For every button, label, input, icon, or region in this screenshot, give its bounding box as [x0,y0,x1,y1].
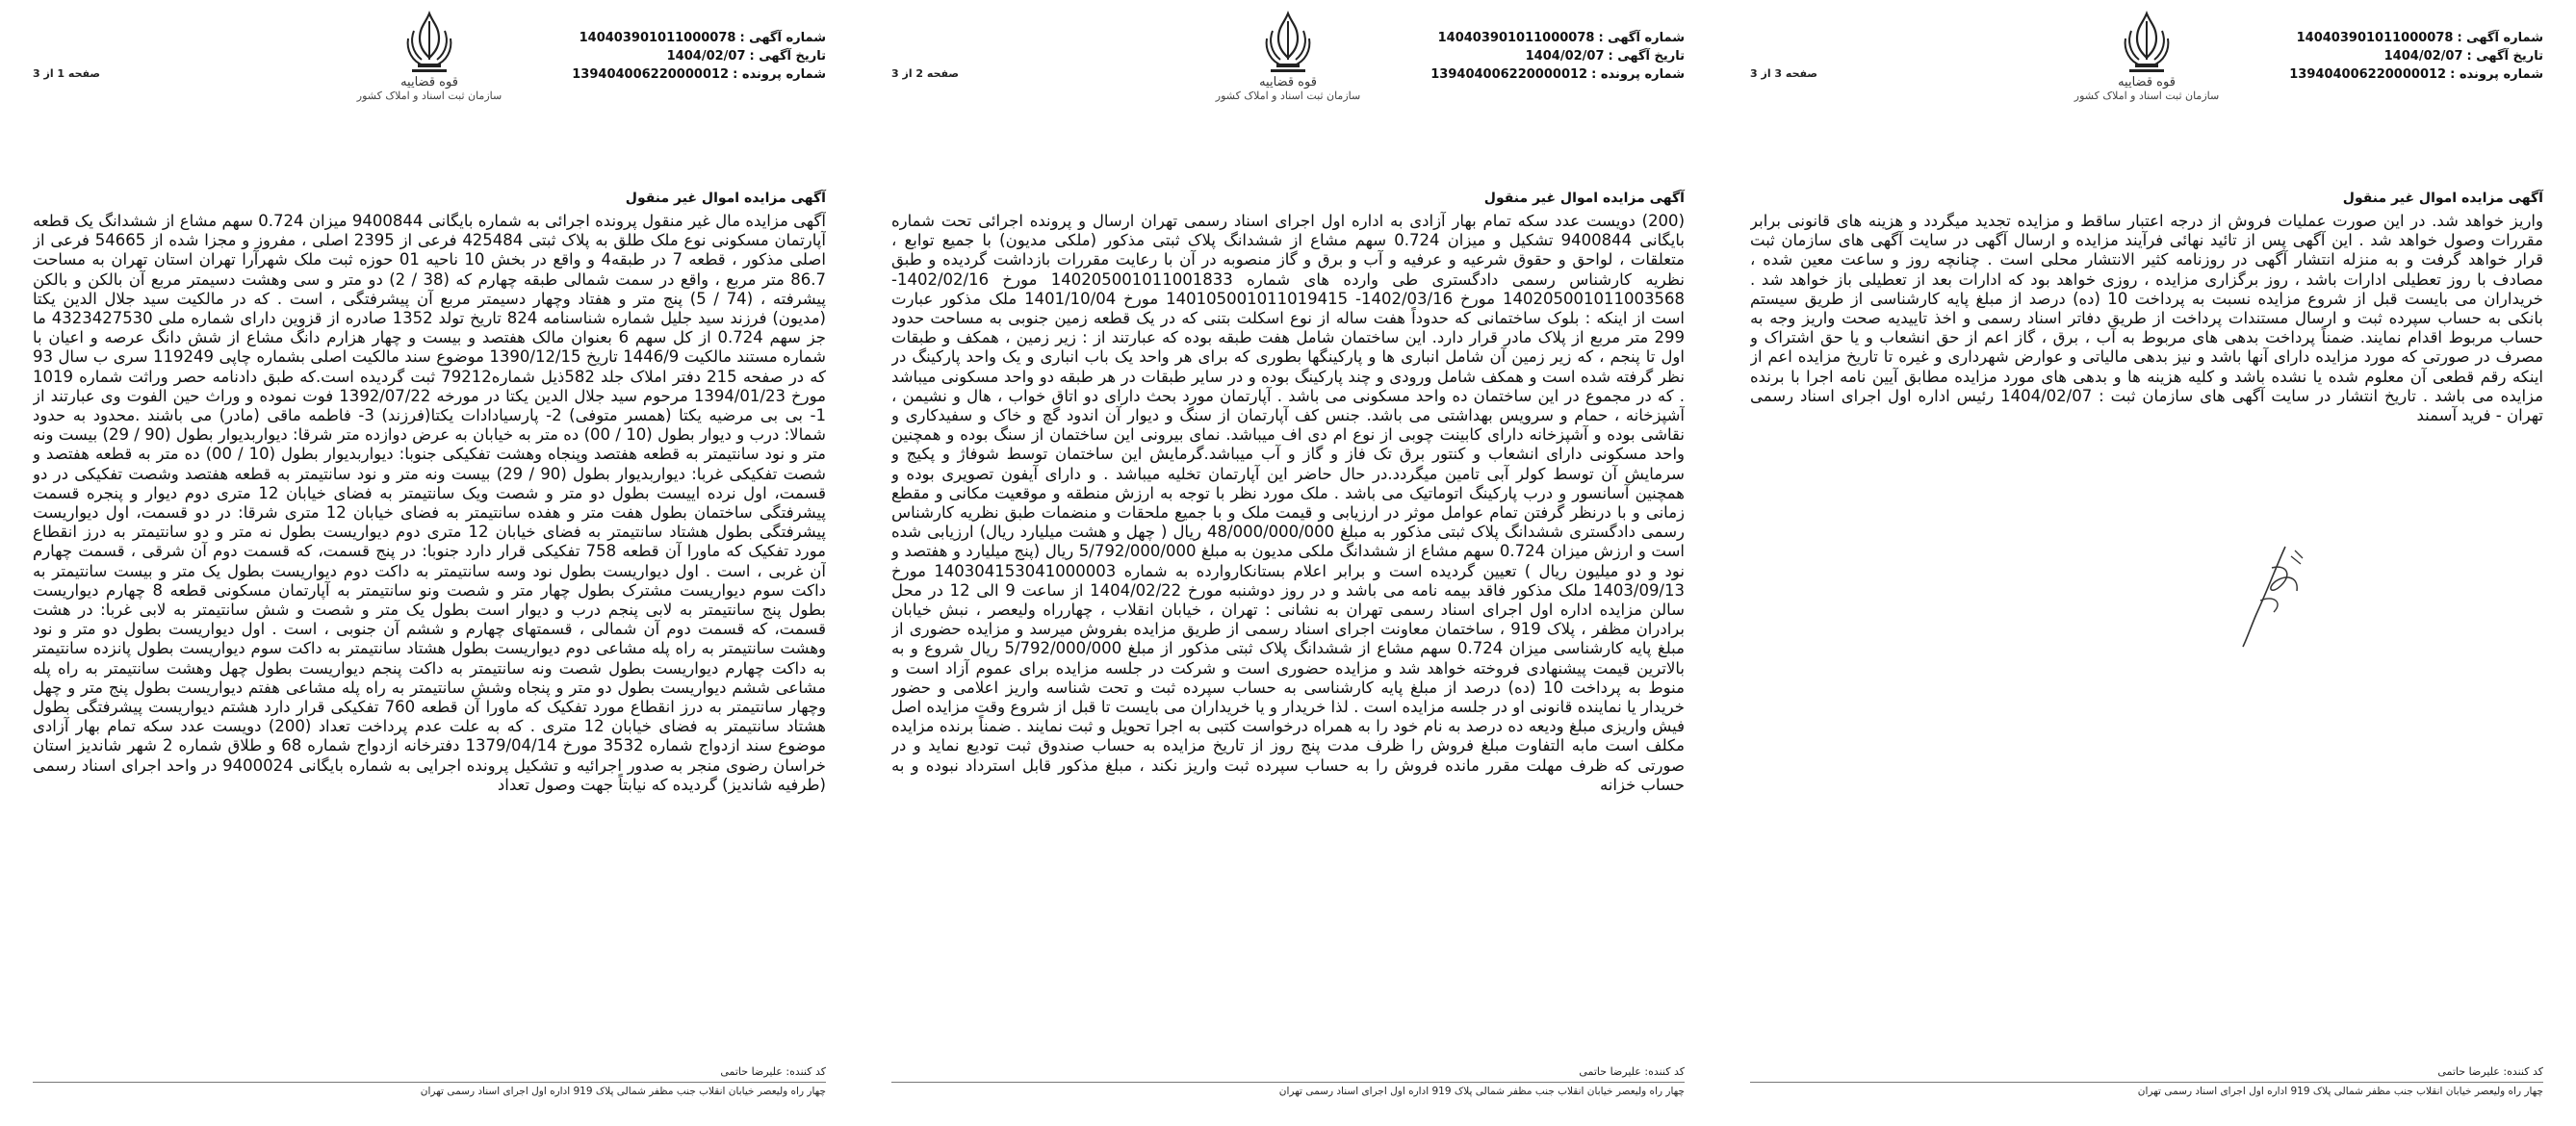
org-name: قوه قضاییه [2118,75,2176,90]
ad-meta [2289,29,2543,84]
ad-date-label: تاریخ آگهی : [2466,49,2543,64]
notice-title: آگهی مزایده اموال غیر منقول [625,191,826,206]
ad-number: 140403901011000078 [2296,31,2454,45]
ad-number-label: شماره آگهی : [1598,31,1685,45]
page-2 [859,0,1717,1126]
page-number: صفحه 2 از 3 [891,67,960,80]
signer-label: کد کننده: [2503,1065,2543,1078]
case-number: 139404006220000012 [1430,67,1588,82]
notice-title: آگهی مزایده اموال غیر منقول [1483,191,1685,206]
case-number: 139404006220000012 [572,67,730,82]
org-subtitle: سازمان ثبت اسناد و املاک کشور [2074,90,2220,102]
ad-date: 1404/02/07 [1525,49,1605,64]
org-subtitle: سازمان ثبت اسناد و املاک کشور [356,90,502,102]
ad-meta [1430,29,1685,84]
signer-label: کد کننده: [1644,1065,1685,1078]
case-number: 139404006220000012 [2289,67,2447,82]
judiciary-emblem-icon [338,10,521,115]
ad-number: 140403901011000078 [1437,31,1595,45]
page-header [33,0,826,123]
notice-body: آگهی مزایده مال غیر منقول پرونده اجرائی به شماره بایگانی 9400844 میزان 0.724 سهم مشاع از ششدانگ یک قطعه آپارتمان مسکونی نوع ملک طلق به پلاک ثبتی 425484 فرعی از 2395 اصلی ، مفروز و مجزا شده از 54665 فرعی از اصلی مذکور ، قطعه 7 در طبقه4 و واقع در بخش 10 ناحیه 01 حوزه ثبت ملک شهرآرا تهران استان تهران به مساحت 86.7 متر مربع ، واقع در سمت شمالی طبقه چهارم که (38 / 2) دو متر و سی وهشت دسیمتر مربع آن بالکن و بالکن پیشرفته ، (74 / 5) پنج متر و هفتاد وچهار دسیمتر مربع آن پیشرفتگی ، است . که در مالکیت سید جلال الدین یکتا (مدیون) فرزند سید جلیل شماره شناسنامه 824 تاریخ تولد 1352 صادره از قزوین دارای شماره ملی 4323427530 ما جز سهم 0.724 از کل سهم 6 بعنوان مالک هفتصد و بیست و چهار هزارم دانگ مشاع از شش دانگ عرصه و اعیان با شماره مستند مالکیت 1446/9 تاریخ 1390/12/15 موضوع سند مالکیت اصلی بشماره چاپی 119249 سری ب سال 93 که در صفحه 215 دفتر املاک جلد 582ذیل شماره79212 ثبت گردیده است.که طبق دادنامه حصر وراثت شماره 1019 مورخ 1394/01/23 مرحوم سید جلال الدین یکتا در مورخه 1392/07/22 فوت نموده و وراث حین الفوت وی عبارتند از 1- بی بی مرضیه یکتا (همسر متوفی) 2- پارسیادادات یکتا(فرزند) 3- فاطمه ماقی (مادر) می باشند .محدود به حدود شمالا: درب و دیوار بطول (10 / 00) ده متر به خیابان به عرض دوازده متر شرقا: دیواربدیوار بطول (90 / 29) بیست ونه متر و نود سانتیمتر به قطعه هفتصد وپنجاه وهشت تفکیکی جنوبا: دیواربدیوار بطول (10 / 00) ده متر به قطعه هفتصد و شصت تفکیکی غربا: دیواربدیوار بطول (90 / 29) بیست ونه متر و نود سانتیمتر به قطعه هفتصد وشصت تفکیکی در دو قسمت، اول نرده اییست بطول دو متر و شصت ویک سانتیمتر به فضای خیابان 12 متری دوم دیوار و پنجره قسمت پیشرفتگی ساختمان بطول هفت متر و هفده سانتیمتر به فضای خیابان 12 متری شرقا: در دو قسمت، اول دیواریست پیشرفتگی بطول هشتاد سانتیمتر به فضای خیابان 12 متری دوم دیواریست بطول نه متر و دو سانتیمتر به درز انقطاع مورد تفکیک که ماورا آن قطعه 758 تفکیکی قرار دارد جنوبا: در پنج قسمت، که قسمت دوم آن شرقی ، قسمت چهارم آن غربی ، است . اول دیواریست بطول نود وسه سانتیمتر به داکت دوم دیواریست بطول یک متر و بیست سانتیمتر به داکت سوم دیواریست مشترک بطول چهار متر و شصت ونو سانتیمتر به آپارتمان مسکونی قطعه 8 چهارم دیواریست بطول پنج سانتیمتر به لابی پنجم درب و دیوار است بطول یک متر و شصت و شش سانتیمتر به لابی غربا: در هشت قسمت، که قسمت دوم آن شمالی ، قسمتهای چهارم و ششم آن جنوبی ، است . اول دیواریست بطول دو متر و نود وهشت سانتیمتر به راه پله مشاعی دوم دیواریست بطول هشتاد سانتیمتر به داکت سوم دیواریست بطول پانزده سانتیمتر به داکت چهارم دیواریست بطول شصت ونه سانتیمتر به داکت پنجم دیواریست بطول چهل وهشت سانتیمتر به راه پله مشاعی ششم دیواریست بطول دو متر و پنجاه وشش سانتیمتر به راه پله مشاعی هفتم دیواریست بطول پنج متر و چهل وچهار سانتیمتر به درز انقطاع مورد تفکیک که ماورا آن قطعه 760 تفکیکی قرار دارد هشتم دیواریست پیشرفتگی بطول هشتاد سانتیمتر به فضای خیابان 12 متری . که به علت عدم پرداخت تعداد (200) دویست عدد سکه تمام بهار آزادی موضوع سند ازدواج شماره 3532 مورخ 1379/04/14 دفترخانه ازدواج شماره 68 و طلاق شماره 2 شهر شاندیز استان خراسان رضوی منجر به صدور اجرائیه و تشکیل پرونده اجرایی به شماره بایگانی 9400024 در واحد اجرای اسناد رسمی (طرفیه شاندیز) گردیده که نیابتاً جهت وصول تعداد [33,212,826,794]
signer-label: کد کننده: [786,1065,826,1078]
org-subtitle: سازمان ثبت اسناد و املاک کشور [1215,90,1361,102]
notice-body: (200) دویست عدد سکه تمام بهار آزادی به اداره اول اجرای اسناد رسمی تهران ارسال و پرونده اجرائی تحت شماره بایگانی 9400844 تشکیل و میزان 0.724 سهم مشاع از ششدانگ پلاک ثبتی مذکور (ملکی مدیون) با جمیع توابع ، متعلقات ، لواحق و حقوق شرعیه و عرفیه و آب و برق و گاز منصوبه در آن با رعایت مقررات بازداشت گردیده و طبق نظریه کارشناس رسمی دادگستری طی وارده های شماره 140205001011001833 مورخ 1402/02/16- 140205001011003568 مورخ 1402/03/16- 140105001011019415 مورخ 1401/10/04 ملک مذکور عبارت است از اینکه : بلوک ساختمانی که حدوداً هفت ساله از نوع اسکلت بتنی که در یک قطعه زمین جنوبی به مساحت حدود 299 متر مربع از پلاک مادر قرار دارد. این ساختمان شامل هفت طبقه بوده که عبارتند از : زیر زمین ، همکف و طبقات اول تا پنجم ، که زیر زمین آن شامل انباری ها و پارکینگها بطوری که برای هر واحد یک باب انباری و یک واحد پارکینگ در نظر گرفته شده است و همکف شامل ورودی و چند پارکینگ بوده و در سایر طبقات در هر طبقه دو واحد مسکونی میباشد . که در مجموع در این ساختمان ده واحد مسکونی می باشد . آپارتمان مورد بحث دارای دو اتاق خواب ، هال و نشیمن ، آشپزخانه ، حمام و سرویس بهداشتی می باشد. جنس کف آپارتمان از سنگ و دیوار آن اندود گچ و خاک و سفیدکاری و نقاشی بوده و آشپزخانه دارای کابینت چوبی از نوع ام دی اف میباشد. نمای بیرونی این ساختمان از سنگ بوده و همچنین واحد مسکونی دارای انشعاب و کنتور برق تک فاز و گاز و آب میباشد.گرمایش این ساختمان توسط شوفاژ و پکیج و سرمایش آن توسط کولر آبی تامین میگردد.در حال حاضر این آپارتمان تخلیه میباشد . و دارای آیفون تصویری بوده و همچنین آسانسور و درب پارکینگ اتوماتیک می باشد . ملک مورد نظر با توجه به ارزش منطقه و موقعیت مکانی و مقطع زمانی و با درنظر گرفتن تمام عوامل موثر در ارزیابی و قیمت ملک و با جمیع ملحقات و منضمات طبق نظریه کارشناس رسمی دادگستری ششدانگ پلاک ثبتی مذکور به مبلغ 48/000/000/000 ریال ( چهل و هشت میلیارد ریال) ارزیابی شده است و ارزش میزان 0.724 سهم مشاع از ششدانگ ملکی مدیون به مبلغ 5/792/000/000 ریال (پنج میلیارد و هفتصد و نود و دو میلیون ریال ) تعیین گردیده است و برابر اعلام بستانکاروارده به شماره 140304153041000003 مورخ 1403/09/13 ملک مذکور فاقد بیمه نامه می باشد و در روز دوشنبه مورخ 1404/02/22 از ساعت 9 الی 12 در محل سالن مزایده اداره اول اجرای اسناد رسمی تهران به نشانی : تهران ، خیابان انقلاب ، چهارراه ولیعصر ، نبش خیابان برادران مظفر ، پلاک 919 ، ساختمان معاونت اجرای اسناد رسمی از طریق مزایده بفروش میرسد و مزایده حضوری از مبلغ پایه کارشناسی میزان 0.724 سهم مشاع از ششدانگ پلاک ثبتی مذکور از مبلغ 5/792/000/000 ریال شروع و به بالاترین قیمت پیشنهادی فروخته خواهد شد و مزایده حضوری است و شرکت در جلسه مزایده برای عموم آزاد است و منوط به پرداخت 10 (ده) درصد از مبلغ پایه کارشناسی به حساب سپرده ثبت و تحت شناسه واریز اعلامی و حضور خریدار یا نماینده قانونی او در جلسه مزایده است . لذا خریدار و یا خریداران می بایست تا قبل از شروع وقت مزایده اصل فیش واریزی مبلغ ودیعه ده درصد به نام خود را به همراه درخواست کتبی به اجرا تحویل و ثبت نمایند . ضمناً برنده مزایده مکلف است مابه التفاوت مبلغ فروش را ظرف مدت پنج روز از تاریخ مزایده به حساب صندوق ثبت تودیع نماید و در صورتی که ظرف مهلت مقرر مانده فروش را به حساب سپرده ثبت واریز نکند ، مبلغ مذکور قابل استرداد نبوده و به حساب خزانه [891,212,1685,794]
page-number: صفحه 1 از 3 [33,67,101,80]
ad-date-label: تاریخ آگهی : [749,49,826,64]
page-1 [0,0,859,1126]
page-number: صفحه 3 از 3 [1750,67,1818,80]
page-footer [1750,1065,2543,1097]
case-number-label: شماره پرونده : [1591,67,1685,82]
judiciary-emblem-icon [1197,10,1379,115]
signer-name: علیرضا حاتمی [2437,1065,2500,1078]
ad-date: 1404/02/07 [2383,49,2463,64]
org-name: قوه قضاییه [400,75,458,90]
page-3 [1717,0,2576,1126]
case-number-label: شماره پرونده : [2450,67,2543,82]
signer-name: علیرضا حاتمی [720,1065,783,1078]
ad-number: 140403901011000078 [579,31,736,45]
judiciary-emblem-icon [2055,10,2238,115]
footer-divider [33,1082,826,1083]
footer-divider [891,1082,1685,1083]
ad-number-label: شماره آگهی : [739,31,826,45]
notice-title: آگهی مزایده اموال غیر منقول [2342,191,2543,206]
ad-date: 1404/02/07 [666,49,746,64]
signature-scribble-icon [2218,539,2324,654]
footer-address: چهار راه ولیعصر خیابان انقلاب جنب مظفر شمالی پلاک 919 اداره اول اجرای اسناد رسمی تهران [420,1086,826,1097]
footer-address: چهار راه ولیعصر خیابان انقلاب جنب مظفر شمالی پلاک 919 اداره اول اجرای اسناد رسمی تهران [2137,1086,2543,1097]
page-header [891,0,1685,123]
page-footer [891,1065,1685,1097]
footer-divider [1750,1082,2543,1083]
org-name: قوه قضاییه [1259,75,1317,90]
page-footer [33,1065,826,1097]
notice-body: واریز خواهد شد. در این صورت عملیات فروش از درجه اعتبار ساقط و مزایده تجدید میگردد و هزینه های قانونی برابر مقررات وصول خواهد شد . این آگهی پس از تائید نهائی فرآیند مزایده و ارسال آگهی در سایت آگهی های سازمان ثبت قرار خواهد گرفت و به منزله انتشار آگهی در روزنامه کثیر الانتشار محلی است . چنانچه روز و ساعت معین شده ، مصادف با روز تعطیلی ادارات باشد ، روز برگزاری مزایده ، روزی خواهد بود که ادارات بعد از تعطیلی باز خواهد شد . خریداران می بایست قبل از شروع مزایده نسبت به پرداخت 10 (ده) درصد از مبلغ پایه کارشناسی از طریق سیستم بانکی به حساب سپرده ثبت و ارسال مستندات پرداخت از طریق دفاتر اسناد رسمی و اخذ تاییدیه صحت واریز وجه به حساب مربوط اقدام نمایند. ضمناً پرداخت بدهی های مربوط به آب ، برق ، گاز اعم از حق انشعاب و یا حق اشتراک و مصرف در صورتی که مورد مزایده دارای آنها باشد و نیز بدهی مالیاتی و عوارض شهرداری و غیره تا تاریخ مزایده اعم از اینکه رقم قطعی آن معلوم شده یا نشده باشد و کلیه هزینه ها و بدهی های مورد مزایده مطابق آیین نامه اجرا با برنده مزایده می باشد . تاریخ انتشار در سایت آگهی های سازمان ثبت : 1404/02/07 رئیس اداره اول اجرای اسناد رسمی تهران - فرید آسمند [1750,212,2543,425]
footer-address: چهار راه ولیعصر خیابان انقلاب جنب مظفر شمالی پلاک 919 اداره اول اجرای اسناد رسمی تهران [1278,1086,1685,1097]
page-header [1750,0,2543,123]
ad-number-label: شماره آگهی : [2457,31,2543,45]
ad-meta [572,29,826,84]
case-number-label: شماره پرونده : [733,67,826,82]
ad-date-label: تاریخ آگهی : [1608,49,1685,64]
signer-name: علیرضا حاتمی [1579,1065,1641,1078]
